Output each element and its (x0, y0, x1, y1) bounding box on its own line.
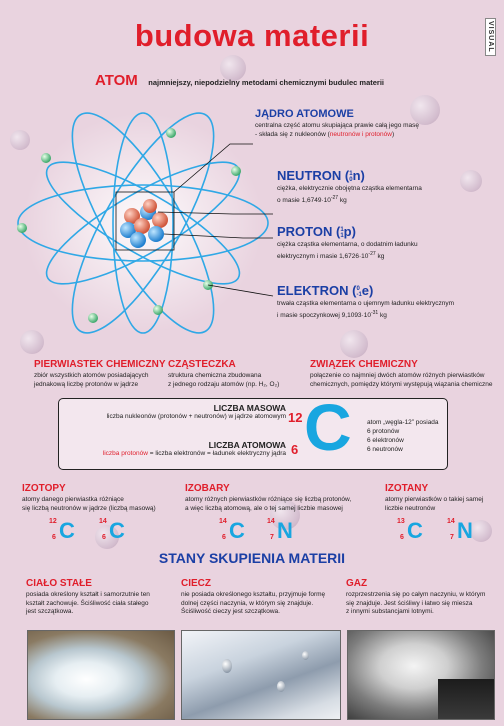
isotones-line1: atomy pierwiastków o takiej samej (385, 496, 484, 503)
isobars-block (185, 483, 360, 513)
electron-desc-line1: trwała cząstka elementarna o ujemnym ładunku elektrycznym (277, 300, 455, 307)
neutron-sub: 0 (349, 176, 353, 183)
neutron-close: ) (360, 168, 365, 183)
isobar-n-number: 7 (270, 534, 274, 541)
water-drop (302, 651, 309, 660)
proton-symbol: p (343, 224, 352, 239)
solid-line1: posiada określony kształt i samorzutnie ten (26, 591, 150, 598)
electron-sub: -1 (356, 291, 362, 298)
def-compound-desc (310, 372, 500, 389)
state-gas (346, 578, 501, 617)
solid-line2: kształt zachowuje. Ściśliwość ciała stałego (26, 599, 149, 607)
isotopes-desc (22, 496, 182, 513)
c12-number: 6 (52, 534, 56, 541)
isotone-example-c13 (392, 518, 432, 544)
nucleus-desc-line2: - składa się z nukleonów ( (255, 130, 330, 138)
isobars-desc (185, 496, 360, 513)
isotones-line2: liczbie neutronów (385, 504, 436, 512)
solid-line3: jest szczątkowa. (26, 608, 74, 615)
neutron-title (277, 168, 477, 183)
isobars-line1: atomy różnych pierwiastków różniące się liczbą protonów, (185, 496, 352, 503)
state-solid (26, 578, 176, 617)
isotone-c-number: 6 (400, 534, 404, 541)
state-gas-title: GAZ (346, 578, 368, 589)
electron-info (277, 283, 492, 320)
water-drop (222, 659, 232, 673)
def-element-desc (34, 372, 174, 389)
nucleus-desc (255, 122, 435, 139)
isobar-example-c14 (214, 518, 254, 544)
nucleus-desc-line1: centralna część atomu skupiająca prawie całą jego masę (255, 122, 420, 129)
def-compound-line1: połączenie co najmniej dwóch atomów różnych pierwiastków (310, 372, 485, 379)
proton-close: ) (351, 224, 356, 239)
liquid-line3: Ściśliwość cieczy jest szczątkowa. (181, 608, 280, 615)
def-molecule-line2: z jednego rodzaju atomów (np. H₂, O₂) (168, 380, 280, 388)
state-solid-desc (26, 591, 176, 617)
neutron-desc-line2: o masie 1,6749·10 (277, 196, 331, 204)
isotopes-line2: się liczbą neutronów w jądrze (liczbą masową) (22, 504, 156, 512)
proton-info (277, 224, 477, 261)
electron-symbol: e (361, 283, 370, 298)
mass-number-desc: liczba nukleonów (protonów + neutronów) w jądrze atomowym (106, 413, 286, 420)
atomic-number-desc (62, 450, 286, 459)
gas-line3: z innymi substancjami lotnymi. (346, 608, 434, 615)
def-element-line1: zbiór wszystkich atomów posiadających (34, 372, 149, 379)
atomic-number-rest: = liczba elektronów = ładunek elektryczny jądra (147, 450, 286, 457)
isotope-example-c14 (94, 518, 134, 544)
carbon-info-line4: 6 neutronów (367, 446, 403, 453)
liquid-line1: nie posiada określonego kształtu, przyjmuje formę (181, 591, 326, 598)
isotopes-line1: atomy danego pierwiastka różniące (22, 496, 124, 503)
proton-unit: kg (375, 252, 385, 260)
nucleus-desc-highlight: neutronów i protonów (329, 130, 392, 138)
electron-title (277, 283, 492, 298)
atomic-number-info (62, 440, 286, 459)
isobar-c-number: 6 (222, 534, 226, 541)
nucleus-desc-close: ) (391, 130, 395, 138)
state-gas-desc (346, 591, 501, 617)
neutron-label: NEUTRON ( (277, 168, 350, 183)
gas-photo (347, 630, 495, 720)
solid-photo (27, 630, 175, 720)
state-liquid (181, 578, 341, 617)
isobars-line2: a więc liczbą atomową, ale o tej samej liczbie masowej (185, 504, 343, 512)
atom-label: ATOM (95, 72, 138, 89)
isotone-n-symbol: N (457, 518, 473, 543)
proton-desc (277, 241, 477, 261)
def-compound-title: ZWIĄZEK CHEMICZNY (310, 359, 418, 370)
def-molecule-title: CZĄSTECZKA (168, 359, 236, 370)
c12-mass: 12 (49, 518, 57, 525)
proton-sub: 1 (340, 232, 344, 239)
isotones-title: IZOTANY (385, 483, 429, 494)
electron-exp: -31 (370, 309, 379, 316)
def-compound (310, 359, 500, 389)
electron-unit: kg (378, 311, 387, 319)
isobar-c-symbol: C (229, 518, 245, 543)
neutron-desc-line1: ciężka, elektrycznie obojętna cząstka elementarna (277, 185, 422, 192)
proton-desc-line2: elektrycznym i masie 1,6726·10 (277, 252, 369, 260)
isotopes-block (22, 483, 182, 513)
electron-label: ELEKTRON ( (277, 283, 357, 298)
mass-number-info (62, 403, 286, 422)
state-liquid-desc (181, 591, 341, 617)
isobars-title: IZOBARY (185, 483, 230, 494)
isobar-example-n14 (262, 518, 302, 544)
isotone-example-n14 (442, 518, 482, 544)
isotone-c-symbol: C (407, 518, 423, 543)
water-drop (277, 681, 285, 692)
state-liquid-title: CIECZ (181, 578, 211, 589)
neutron-unit: kg (338, 196, 347, 204)
neutron-desc (277, 185, 477, 205)
def-molecule (168, 359, 298, 389)
def-element (34, 359, 174, 389)
proton-sup: 1 (340, 226, 344, 233)
atom-description: najmniejszy, niepodzielny metodami chemicznymi budulec materii (148, 78, 384, 87)
publisher-logo: VISUAL (485, 18, 496, 56)
proton-exp: -27 (368, 250, 376, 257)
isotone-n-number: 7 (450, 534, 454, 541)
isotones-block (385, 483, 500, 513)
isotope-example-c12 (44, 518, 84, 544)
nucleus-title: JĄDRO ATOMOWE (255, 108, 354, 120)
isotone-c-mass: 13 (397, 518, 405, 525)
carbon-symbol: C (304, 390, 352, 464)
carbon-atomic-number: 6 (291, 442, 299, 457)
electron-sup: 0 (356, 285, 360, 292)
c14-symbol: C (109, 518, 125, 543)
gas-line2: się znajduje. Jest ściśliwy i łatwo się miesza (346, 599, 473, 607)
nucleus-info (255, 108, 435, 139)
isobar-c-mass: 14 (219, 518, 227, 525)
state-solid-title: CIAŁO STAŁE (26, 578, 92, 589)
isotone-n-mass: 14 (447, 518, 455, 525)
electron-desc (277, 300, 492, 320)
neutron-info (277, 168, 477, 205)
liquid-photo (181, 630, 341, 720)
electron-desc-line2: i masie spoczynkowej 9,1093·10 (277, 311, 371, 319)
def-compound-line2: chemicznych, pomiędzy którymi występują wiązania chemiczne (310, 380, 493, 388)
liquid-line2: dolnej części naczynia, w którym się znajduje. (181, 599, 314, 607)
page-title: budowa materii (134, 18, 370, 53)
c14-number: 6 (102, 534, 106, 541)
isotones-desc (385, 496, 500, 513)
mass-number-title: LICZBA MASOWA (213, 403, 286, 413)
proton-label: PROTON ( (277, 224, 341, 239)
atomic-number-highlight: liczba protonów (102, 450, 148, 457)
proton-title (277, 224, 477, 239)
carbon-info-line1: atom „węgla-12” posiada (367, 419, 439, 426)
neutron-sup: 1 (349, 170, 353, 177)
def-element-line2: jednakową liczbę protonów w jądrze (34, 380, 139, 388)
def-molecule-desc (168, 372, 298, 389)
train-silhouette (438, 679, 494, 719)
neutron-symbol: n (352, 168, 361, 183)
isobar-n-mass: 14 (267, 518, 275, 525)
carbon-composition (367, 418, 439, 454)
gas-line1: rozprzestrzenia się po całym naczyniu, w którym (346, 591, 486, 598)
c12-symbol: C (59, 518, 75, 543)
def-molecule-line1: struktura chemiczna zbudowana (168, 372, 262, 379)
carbon-info-line3: 6 elektronów (367, 437, 404, 444)
background-molecule (340, 330, 368, 358)
electron-close: ) (369, 283, 374, 298)
isobar-n-symbol: N (277, 518, 293, 543)
states-title: STANY SKUPIENIA MATERII (158, 550, 346, 566)
proton-desc-line1: ciężka cząstka elementarna, o dodatnim ładunku (277, 241, 418, 248)
atomic-number-title: LICZBA ATOMOWA (208, 440, 286, 450)
def-element-title: PIERWIASTEK CHEMICZNY (34, 359, 166, 370)
isotopes-title: IZOTOPY (22, 483, 66, 494)
neutron-exp: -27 (330, 194, 339, 201)
carbon-mass-number: 12 (288, 410, 303, 425)
c14-mass: 14 (99, 518, 107, 525)
carbon-info-line2: 6 protonów (367, 428, 400, 435)
